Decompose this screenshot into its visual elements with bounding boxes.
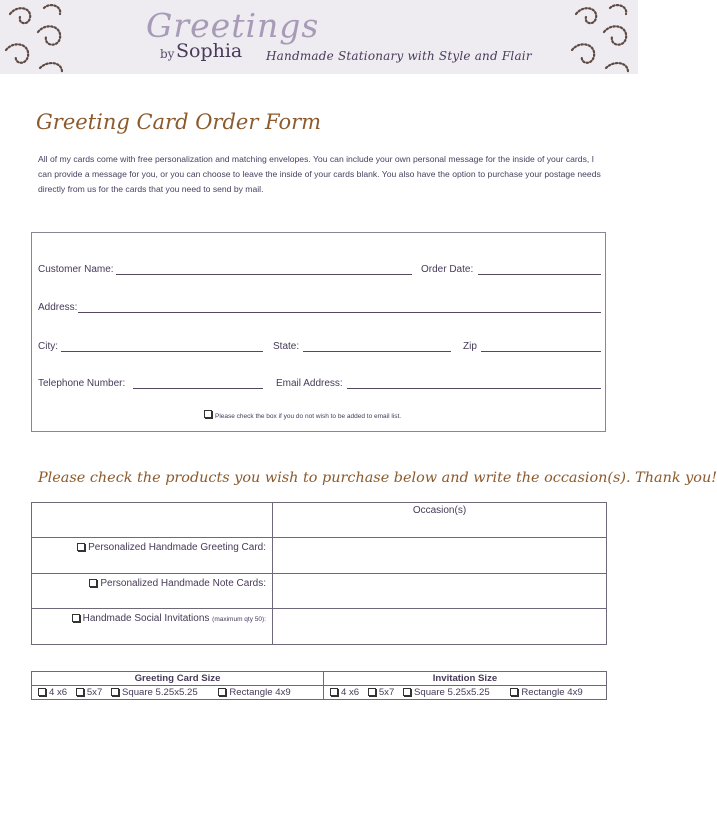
greeting-size-header: Greeting Card Size: [32, 672, 324, 686]
customer-info-box: [31, 232, 606, 432]
invitation-size-rectangle-checkbox[interactable]: [510, 688, 518, 696]
greeting-size-5x7-checkbox[interactable]: [76, 688, 84, 696]
size-table: [31, 671, 607, 700]
city-label: City:: [38, 341, 58, 352]
swirl-ornament-right: [566, 2, 636, 74]
order-date-field[interactable]: [478, 274, 601, 275]
products-header-blank: [32, 503, 273, 538]
form-title: Greeting Card Order Form: [36, 110, 322, 134]
zip-label: Zip: [463, 341, 477, 352]
swirl-ornament-left: [0, 2, 70, 74]
zip-field[interactable]: [481, 351, 601, 352]
greeting-size-square-checkbox[interactable]: [111, 688, 119, 696]
intro-text: All of my cards come with free personalization and matching envelopes. You can include your own personal message for the inside of your cards, I can provide a message for you, or you can choose to leave the inside of your cards blank. You also have the option to purchase your postage needs directly from us for the cards that you need to send by mail.: [38, 154, 601, 194]
email-label: Email Address:: [276, 378, 343, 389]
invitation-size-options: 4 x6 5x7 Square 5.25x5.25 Rectangle 4x9: [324, 686, 607, 700]
greeting-card-occasion-field[interactable]: [273, 538, 607, 574]
customer-name-label: Customer Name:: [38, 264, 114, 275]
brand-logo-text: Greetings: [146, 6, 320, 45]
note-cards-occasion-field[interactable]: [273, 574, 607, 609]
brand-name: Sophia: [176, 40, 243, 62]
products-table: [31, 502, 607, 645]
email-optout-row: [204, 405, 401, 423]
product-row: [32, 538, 607, 574]
email-field[interactable]: [347, 388, 601, 389]
city-field[interactable]: [61, 351, 263, 352]
invitation-size-header: Invitation Size: [324, 672, 607, 686]
address-label: Address:: [38, 302, 78, 313]
greeting-size-options: 4 x6 5x7 Square 5.25x5.25 Rectangle 4x9: [32, 686, 324, 700]
greeting-size-4x6-checkbox[interactable]: [38, 688, 46, 696]
greeting-size-rectangle-checkbox[interactable]: [218, 688, 226, 696]
product-label-cell: Personalized Handmade Note Cards:: [32, 574, 273, 609]
products-heading: Please check the products you wish to purchase below and write the occasion(s). Thank you!: [38, 470, 717, 486]
note-cards-checkbox[interactable]: [89, 579, 97, 587]
address-field[interactable]: [78, 312, 601, 313]
invitation-size-4x6-checkbox[interactable]: [330, 688, 338, 696]
customer-name-field[interactable]: [116, 274, 412, 275]
product-label-cell: Personalized Handmade Greeting Card:: [32, 538, 273, 574]
telephone-field[interactable]: [133, 388, 263, 389]
social-invitations-occasion-field[interactable]: [273, 609, 607, 645]
email-optout-checkbox[interactable]: [204, 410, 212, 418]
product-row: [32, 574, 607, 609]
state-field[interactable]: [303, 351, 451, 352]
greeting-card-checkbox[interactable]: [77, 543, 85, 551]
header-banner: [0, 0, 638, 74]
email-optout-text: Please check the box if you do not wish to be added to email list.: [215, 413, 402, 420]
invitation-size-square-checkbox[interactable]: [403, 688, 411, 696]
product-label-cell: Handmade Social Invitations (maximum qty 50):: [32, 609, 273, 645]
product-row: [32, 609, 607, 645]
state-label: State:: [273, 341, 300, 352]
brand-tagline: Handmade Stationary with Style and Flair: [266, 49, 532, 63]
brand-by: by: [160, 47, 175, 61]
telephone-label: Telephone Number:: [38, 378, 126, 389]
order-date-label: Order Date:: [421, 264, 474, 275]
social-invitations-checkbox[interactable]: [72, 614, 80, 622]
occasion-header: Occasion(s): [273, 503, 607, 538]
invitation-size-5x7-checkbox[interactable]: [368, 688, 376, 696]
